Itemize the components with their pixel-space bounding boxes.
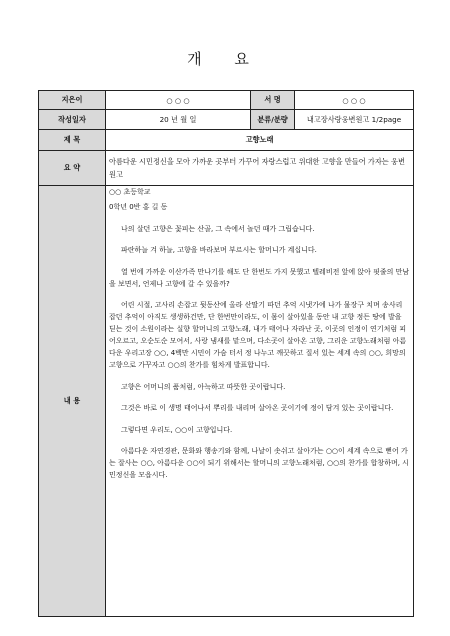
category-value[interactable]: 내고장사랑웅변원고 1/2page bbox=[295, 110, 414, 130]
outline-form-table bbox=[38, 90, 414, 617]
subject-value[interactable]: 고향노래 bbox=[106, 130, 414, 151]
signature-value[interactable]: ○ ○ ○ bbox=[295, 91, 414, 110]
subject-label: 제 목 bbox=[39, 130, 106, 151]
summary-label: 요 약 bbox=[39, 151, 106, 186]
content-body[interactable] bbox=[106, 186, 414, 617]
row-content bbox=[39, 186, 414, 617]
school-line: ○○ 초등학교 bbox=[109, 188, 151, 196]
paragraph-7: 그렇다면 우리도, ○○이 고향입니다. bbox=[121, 425, 233, 434]
paragraph-5: 고향은 어머니의 품처럼, 아늑하고 따뜻한 곳이랍니다. bbox=[121, 382, 286, 391]
paragraph-6: 그것은 바로 이 생명 태어나서 뿌리를 내리며 살아온 곳이기에 정이 담겨 있는 곳이랍니다. bbox=[121, 404, 394, 412]
row-subject bbox=[39, 130, 414, 151]
row-summary bbox=[39, 151, 414, 186]
paragraph-2: 파란하늘 겨 하늘, 고향을 바라보며 부르시는 할머니가 계십니다. bbox=[121, 246, 317, 254]
date-label: 작성일자 bbox=[39, 110, 106, 130]
document-title: 개 요 bbox=[187, 50, 263, 68]
student-line: 0학년 0반 홍 길 동 bbox=[109, 203, 168, 211]
summary-value[interactable]: 아름다운 시민정신을 모아 가까운 곳부터 가꾸어 자랑스럽고 위대한 고향을 만들어 가자는 웅변원고 bbox=[106, 151, 414, 186]
paragraph-1: 나의 살던 고향은 꽃피는 산골, 그 속에서 놀던 때가 그립습니다. bbox=[121, 224, 315, 233]
row-date bbox=[39, 110, 414, 130]
date-value[interactable]: 20 년 월 일 bbox=[106, 110, 251, 130]
author-value[interactable]: ○ ○ ○ bbox=[106, 91, 251, 110]
author-label: 지은이 bbox=[39, 91, 106, 110]
paragraph-3: 열 번에 가까운 이산가족 만나기를 해도 단 한번도 가지 못했고 텔레비전 앞에 앉아 핏줄의 만남을 보면서, 언제나 고향에 갈 수 있을까? bbox=[109, 267, 410, 288]
row-author bbox=[39, 91, 414, 110]
signature-label: 서 명 bbox=[251, 91, 295, 110]
paragraph-4: 어린 시절, 고사리 손잡고 뒷동산에 올라 산딸기 따던 추억 시냇가에 나가 물장구 치며 송사리 잡던 추억이 아직도 생생하건만, 단 한번만이라도, 이 몸이 살아있을 동안 내 고향 정든 땅에 발을 딛는 것이 소원이라는 실향 할머니의 고향노래, 내가 태어나 자라난 곳, 이곳의 인정이 연기처럼 피어오르고, 오순도순 모여서, 사랑 냄새를 맡으며, 다소곳이 살아온 고향, 그리운 고향노래처럼 아름다운 우리고장 ○○, 4백만 시민이 가슴 터서 정 나누고 깨끗하고 질서 있는 세계 속의 ○○, 희망의 고향으로 가꾸자고 ○○의 찬가를 힘차게 발표합니다. bbox=[109, 301, 407, 369]
category-label: 분류/분량 bbox=[251, 110, 295, 130]
paragraph-8: 아름다운 자연경관, 문화와 행송기와 함께, 나날이 솟쉬고 살아가는 ○○이 세계 속으로 뻗어 가는 잘사는 ○○, 아름다운 ○○이 되기 위해서는 할머니의 고향노래처럼, ○○의 찬가를 합창하며, 시민정신을 모읍시다. bbox=[109, 447, 409, 479]
content-label: 내 용 bbox=[39, 186, 106, 617]
